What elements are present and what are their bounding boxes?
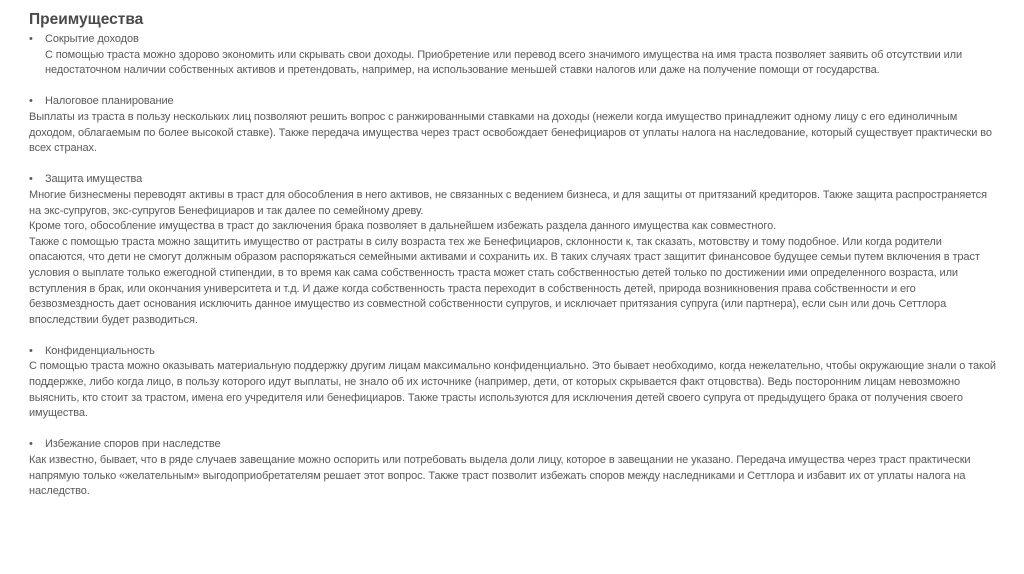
page-title: Преимущества xyxy=(29,11,144,28)
section-paragraph: С помощью траста можно здорово экономить или скрывать свои доходы. Приобретение или перевод всего значимого имущества на имя траста позволяет заявить об отсутствии или недостаточном наличии собственных активов и претендовать, например, на использование меньшей ставки налогов или даже на получение помощи от государства. xyxy=(45,48,962,77)
slide xyxy=(29,10,997,500)
section-heading: Сокрытие доходов xyxy=(45,33,139,45)
section-heading-row xyxy=(29,344,997,360)
section-heading-row xyxy=(29,172,997,188)
section-heading-row xyxy=(29,94,997,110)
bullet-icon: • xyxy=(29,344,33,357)
section-income-concealment xyxy=(29,32,997,79)
section-heading-row xyxy=(29,32,997,48)
bullet-icon: • xyxy=(29,33,33,45)
section-paragraph: Как известно, бывает, что в ряде случаев завещание можно оспорить или потребовать выдела доли лицу, которое в завещании не указано. Передача имущества через траст практически напрямую только «желательным» выгодоприобретателям решает этот вопрос. Также траст позволит избежать споров между наследниками и Сеттлора и избавит их от уплаты налога на наследство. xyxy=(29,454,971,498)
section-paragraph: Также с помощью траста можно защитить имущество от растраты в силу возраста тех же Бенефициаров, склонности к, так сказать, мотовству и тому подобное. Или когда родители опасаются, что дети не смогут должным образом распоряжаться семейными активами и сохранить их. В таких случаях траст защитит финансовое будущее семьи путем включения в траст условия о выплате только ежегодной стипендии, в то время как сама собственность траста может стать собственностью детей только по достижении ими определенного возраста, или вступления в брак, или окончания университета и т.д. И даже когда собственность траста переходит в собственность детей, природа возникновения права собственности и его безвозмездность дает основания исключить данное имущество из совместной собственности супругов, и исключает притязания супруга (или партнера), если сын или дочь Сеттлора впоследствии будет разводиться. xyxy=(29,235,980,326)
bullet-icon: • xyxy=(29,173,33,186)
section-confidentiality xyxy=(29,344,997,422)
section-heading: Налоговое планирование xyxy=(45,95,174,108)
section-heading-row xyxy=(29,437,997,453)
section-paragraph: Кроме того, обособление имущества в траст до заключения брака позволяет в дальнейшем избежать раздела данного имущества как совместного. xyxy=(29,220,777,233)
section-paragraph: Выплаты из траста в пользу нескольких лиц позволяют решить вопрос с ранжированными ставками на доходы (нежели когда имущество принадлежит одному лицу с его единоличным доходом, облагаемым по более высокой ставке). Также передача имущества через траст освобождает бенефициаров от уплаты налога на наследование, который существует практически во всех странах. xyxy=(29,110,992,155)
section-heading: Избежание споров при наследстве xyxy=(45,438,221,451)
bullet-icon: • xyxy=(29,95,33,108)
section-asset-protection xyxy=(29,172,997,328)
section-tax-planning xyxy=(29,94,997,156)
section-paragraph: Многие бизнесмены переводят активы в траст для обособления в него активов, не связанных с ведением бизнеса, и для защиты от притязаний кредиторов. Также защита распространяется на экс-супругов, экс-супругов Бенефициаров и так далее по семейному древу. xyxy=(29,188,987,217)
section-paragraph: С помощью траста можно оказывать материальную поддержку другим лицам максимально конфиденциально. Это бывает необходимо, когда нежелательно, чтобы окружающие знали о такой поддержке, либо когда лицо, в пользу которого идут выплаты, не знало об их источнике (например, дети, от которых скрывается факт отцовства). Ведь посторонним лицам невозможно выяснить, кто стоит за трастом, имена его учредителя или бенефициаров. Также трасты используются для исключения детей своего супруга от предыдущего брака от получения своего имущества. xyxy=(29,360,996,420)
section-heading: Защита имущества xyxy=(45,173,143,186)
section-heading: Конфиденциальность xyxy=(45,344,155,357)
bullet-icon: • xyxy=(29,438,33,451)
section-inheritance-disputes xyxy=(29,437,997,499)
